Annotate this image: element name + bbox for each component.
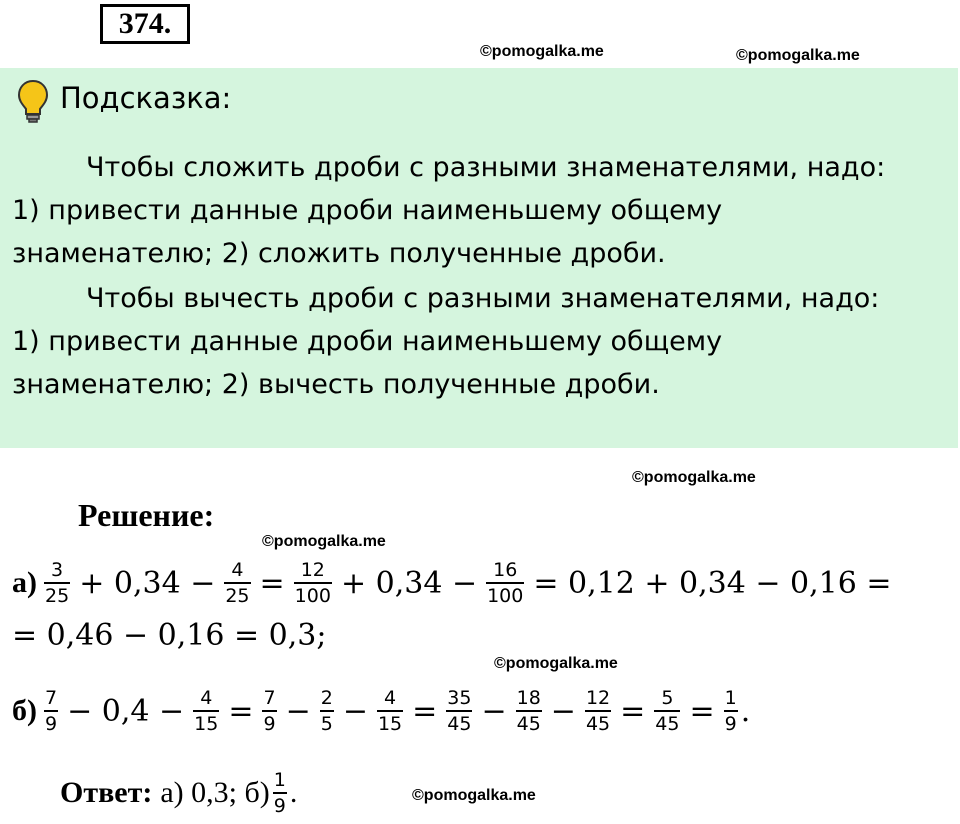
hint-title: Подсказка: (60, 81, 232, 115)
hint-line: 1) привести данные дроби наименьшему общему (12, 195, 723, 226)
watermark: ©pomogalka.me (632, 469, 756, 486)
fraction: $\frac{5}{45}$ (655, 687, 680, 735)
fraction: $\frac{4}{15}$ (194, 687, 219, 735)
solution-b-line: б) $\frac{7}{9}$ − 0,4 − $\frac{4}{15}$ = $\frac{7}{9}$ − $\frac{2}{5}$ − $\frac{4}{15}$ = $\frac{35}{45}$ − $\frac{18}{45}$ − $\frac{12}{45}$ = $\frac{5}{45}$ = $\frac{1}{9}$ . (12, 687, 751, 735)
watermark: ©pomogalka.me (736, 47, 860, 64)
problem-number: 374. (100, 4, 190, 44)
answer-label: Ответ: (60, 776, 153, 809)
fraction: $\frac{12}{45}$ (585, 687, 611, 735)
fraction: $\frac{7}{9}$ (45, 687, 58, 735)
hint-line: знаменателю; 2) сложить полученные дроби. (12, 238, 666, 269)
fraction: $\frac{2}{5}$ (320, 687, 333, 735)
answer-text: а) 0,3; б) (160, 776, 270, 809)
hint-line: Чтобы сложить дроби с разными знаменателями, надо: (86, 152, 886, 183)
watermark: ©pomogalka.me (480, 43, 604, 60)
hint-line: Чтобы вычесть дроби с разными знаменателями, надо: (86, 283, 880, 314)
solution-title: Решение: (78, 497, 215, 533)
answer: Ответ: а) 0,3; б) $\frac{1}{9}$ . (60, 769, 298, 817)
fraction: $\frac{4}{15}$ (377, 687, 403, 735)
part-label: а) (12, 566, 37, 599)
fraction: $\frac{16}{100}$ (487, 559, 524, 607)
watermark: ©pomogalka.me (412, 787, 536, 804)
fraction: $\frac{1}{9}$ (724, 687, 737, 735)
fraction: $\frac{18}{45}$ (516, 687, 541, 735)
watermark: ©pomogalka.me (262, 533, 386, 550)
solution-a-line2: = 0,46 − 0,16 = 0,3; (12, 618, 327, 653)
fraction: $\frac{7}{9}$ (263, 687, 276, 735)
fraction: $\frac{35}{45}$ (447, 687, 472, 735)
watermark: ©pomogalka.me (494, 655, 618, 672)
fraction: $\frac{1}{9}$ (273, 769, 286, 817)
part-label: б) (12, 694, 37, 727)
hint-line: знаменателю; 2) вычесть полученные дроби. (12, 369, 660, 400)
fraction: $\frac{12}{100}$ (294, 559, 331, 607)
hint-line: 1) привести данные дроби наименьшему общему (12, 326, 723, 357)
lightbulb-icon (16, 78, 50, 124)
solution-a-line1: а) $\frac{3}{25}$ + 0,34 − $\frac{4}{25}$ = $\frac{12}{100}$ + 0,34 − $\frac{16}{100}$ = 0,12 + 0,34 − 0,16 = (12, 559, 892, 607)
fraction: $\frac{4}{25}$ (225, 559, 250, 607)
fraction: $\frac{3}{25}$ (45, 559, 70, 607)
